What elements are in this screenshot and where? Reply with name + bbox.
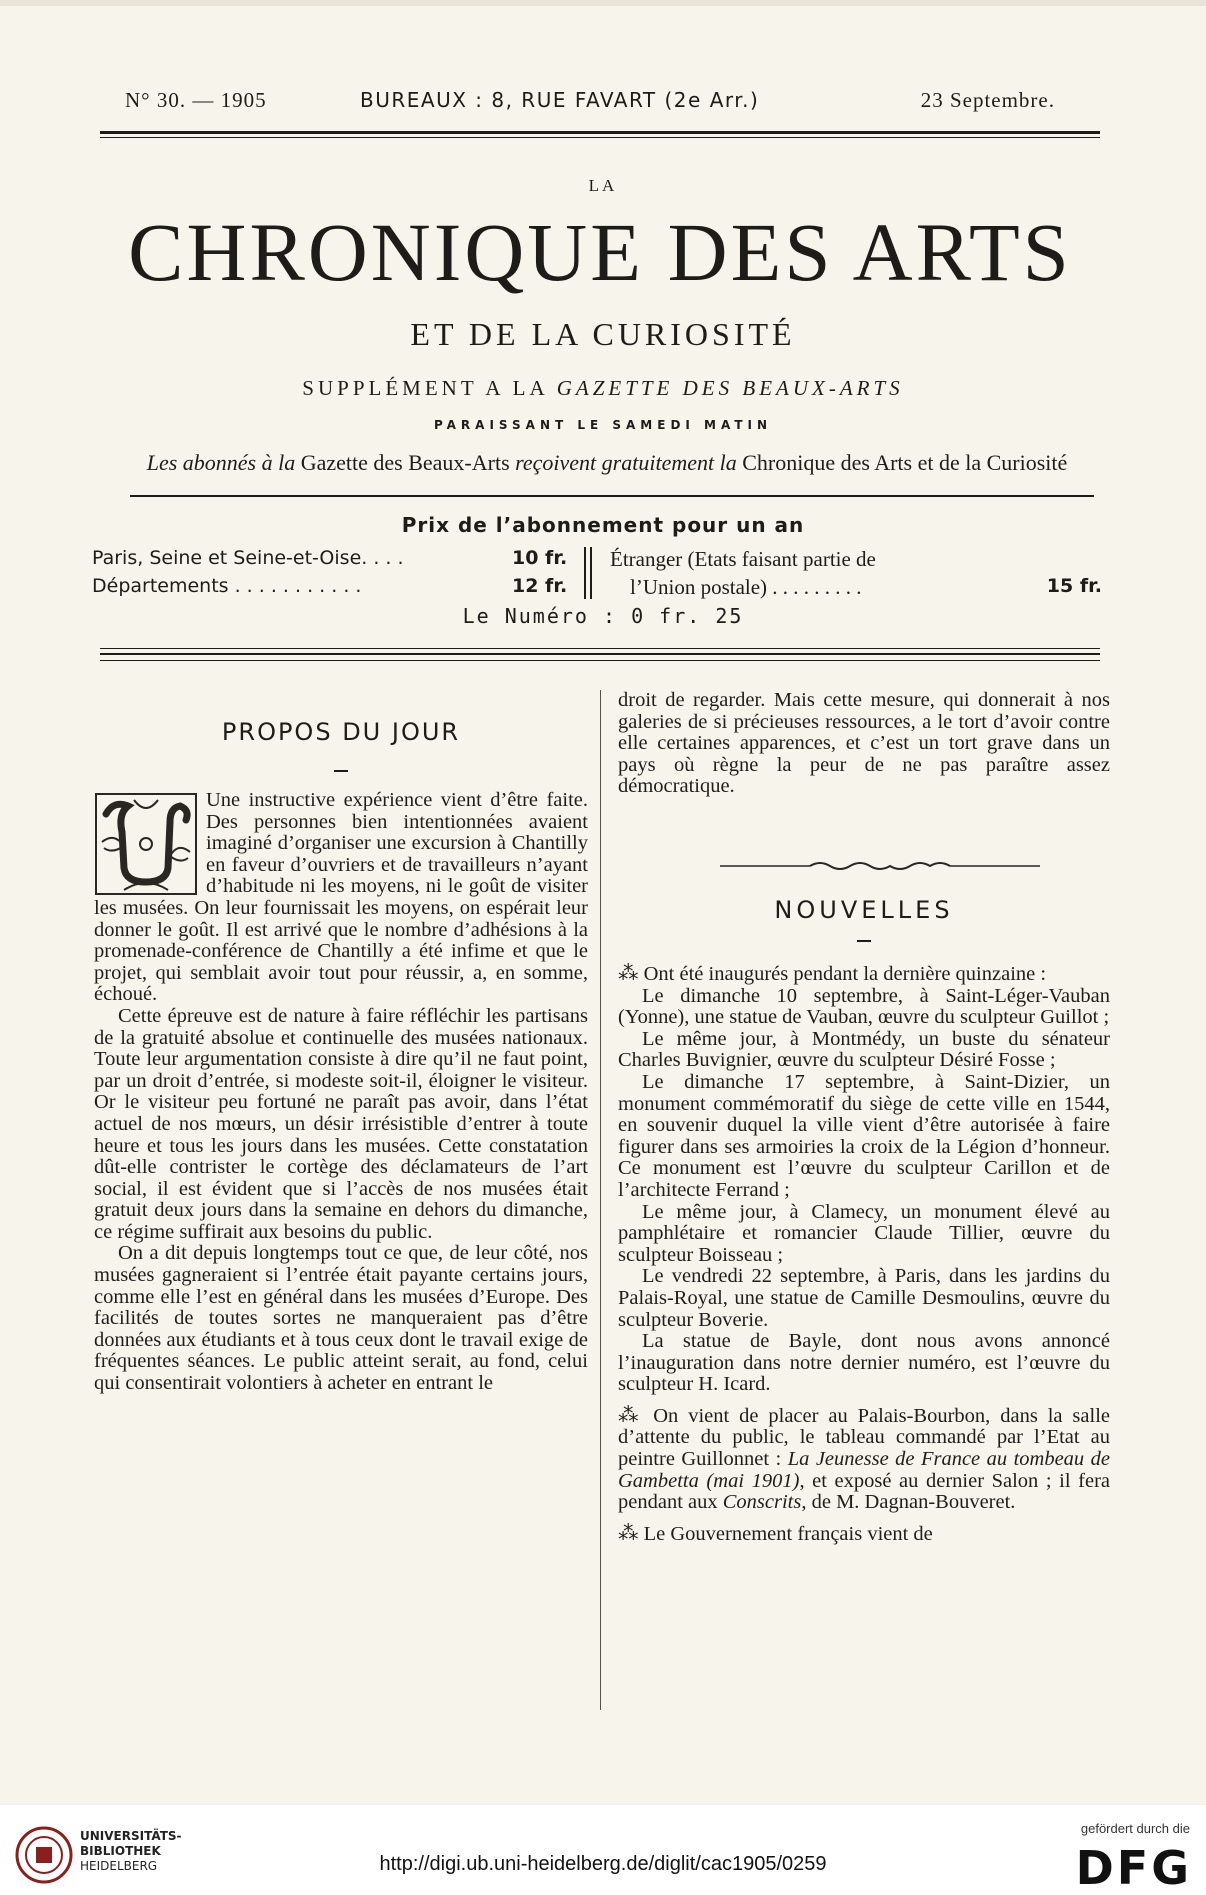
price-rule-1	[100, 648, 1100, 649]
bureaux-address: BUREAUX : 8, RUE FAVART (2e Arr.)	[360, 88, 760, 112]
prix-etranger-line-1: Étranger (Etats faisant partie de	[610, 547, 876, 571]
dfg-logo: DFG	[1075, 1841, 1192, 1895]
propos-paragraph-4: droit de regarder. Mais cette mesure, qui donnerait à nos galeries de si précieuses ressources, a le tort d’avoir contre elle certaines apparences, et c’est un tort grave dans un pays où règne la peur de ne pas paraître assez démocratique.	[618, 689, 1110, 798]
column-divider	[600, 690, 601, 1710]
scan-edge	[0, 0, 1206, 6]
prix-row-1	[92, 547, 1102, 575]
issue-number: N° 30. — 1905	[125, 88, 267, 112]
nouvelles-dash	[857, 940, 871, 942]
prix-paris-price: 10 fr.	[512, 547, 568, 569]
nouvelles-conscrits: Conscrits	[722, 1491, 802, 1514]
masthead-paraissant: PARAISSANT LE SAMEDI MATIN	[433, 418, 773, 432]
prix-divider-1	[584, 547, 586, 599]
nouvelles-item-9: ⁂ Le Gouvernement français vient de	[618, 1522, 933, 1545]
nouvelles-item-5: Le même jour, à Clamecy, un monument élevé au pamphlétaire et romancier Claude Tillier, œuvre du sculpteur Boisseau ;	[618, 1200, 1110, 1266]
price-rule-3	[100, 660, 1100, 661]
supplement-prefix: SUPPLÉMENT A LA	[302, 376, 557, 400]
right-column	[618, 690, 1110, 798]
prix-paris-label: Paris, Seine et Seine-et-Oise. . . .	[92, 547, 404, 569]
masthead-abonnes	[92, 450, 1122, 476]
price-rule-2	[100, 653, 1100, 655]
nouvelles-item-7: La statue de Bayle, dont nous avons annoncé l’inauguration dans notre dernier numéro, est l’œuvre du sculpteur H. Icard.	[618, 1330, 1110, 1396]
propos-paragraph-1: Une instructive expérience vient d’être faite. Des personnes bien intentionnées avaient imaginé d’organiser une excursion à Chantilly en faveur d’ouvriers et de travailleurs n’ayant d’habitude ni les moyens, ni le goût de visiter les musées. On leur fournissait les moyens, on espérait leur donner le goût. Il est arrivé que le nombre d’adhésions à la promenade-conférence de Chantilly a été infime et que le projet, qui semblait avoir tout pour réussir, a, en somme, échoué.	[94, 789, 588, 1006]
source-url-link[interactable]: http://digi.ub.uni-heidelberg.de/diglit/cac1905/0259	[379, 1853, 827, 1875]
abonnes-rule	[130, 495, 1094, 497]
header-rule	[100, 131, 1100, 134]
masthead-title: CHRONIQUE DES ARTS	[128, 206, 1072, 298]
library-name-3: HEIDELBERG	[80, 1859, 158, 1873]
nouvelles-artwork-title: La Jeunesse de France au tombeau de Gambetta (mai 1901)	[618, 1448, 1111, 1492]
masthead-supplement	[0, 376, 1206, 401]
nouvelles-item-8	[618, 1406, 1110, 1514]
prix-etranger-price: 15 fr.	[1046, 575, 1102, 597]
library-name-2: BIBLIOTHEK	[80, 1844, 161, 1858]
propos-dash	[334, 770, 348, 772]
abonnes-gazette: Gazette des Beaux-Arts	[295, 450, 516, 475]
propos-paragraph-2: Cette épreuve est de nature à faire réfléchir les partisans de la gratuité absolue et continuelle des musées nationaux. Toute leur argumentation consiste à dire qu’il ne faut point, par un droit d’entrée, si modeste soit-il, éloigner le visiteur. Or le visiteur peu fortuné ne paraît pas avoir, dans l’état actuel de nos mœurs, un désir irrésistible d’entrer à toute heure et tous les jours dans les musées. Cette constatation dût-elle contrister le cortège des déclamateurs de l’art social, il est évident que si l’accès de nos musées était gratuit deux jours dans la semaine en dehors du dimanche, ce régime suffirait aux besoins du public.	[94, 1004, 588, 1243]
left-column	[94, 790, 588, 1395]
ornamental-initial-icon	[94, 792, 198, 896]
nouvelles-item-8-c: , et exposé au dernier Salon ; il fera pendant aux	[618, 1469, 1110, 1514]
digitization-footer	[0, 1805, 1206, 1895]
abonnes-italic-2: reçoivent gratuitement la	[515, 450, 737, 475]
library-name-1: UNIVERSITÄTS-	[80, 1829, 182, 1843]
prix-dept-price: 12 fr.	[512, 575, 568, 597]
abonnes-chronique: Chronique des Arts et de la Curiosité	[736, 450, 1068, 475]
prix-divider-2	[590, 547, 592, 599]
prix-etranger-line-2: l’Union postale) . . . . . . . . .	[630, 575, 862, 599]
prix-numero: Le Numéro : 0 fr. 25	[462, 604, 744, 628]
nouvelles-item-2: Le dimanche 10 septembre, à Saint-Léger-Vauban (Yonne), une statue de Vauban, œuvre du sculpteur Guillot ;	[618, 984, 1110, 1029]
masthead-subtitle: ET DE LA CURIOSITÉ	[410, 316, 796, 352]
nouvelles-column	[618, 964, 1110, 1545]
abonnes-italic-1: Les abonnés à la	[146, 450, 296, 475]
section-ornament-icon	[720, 860, 1040, 872]
prix-row-2	[92, 575, 1102, 603]
nouvelles-item-8-a: ⁂ On vient de placer au Palais-Bourbon, dans la salle d’attente du public, le tableau commandé par l’Etat au peintre Guillonnet :	[618, 1404, 1110, 1471]
supplement-gazette: GAZETTE DES BEAUX-ARTS	[556, 376, 904, 400]
nouvelles-item-1: ⁂ Ont été inaugurés pendant la dernière quinzaine :	[618, 963, 1047, 985]
prix-title: Prix de l’abonnement pour un an	[401, 513, 805, 537]
nouvelles-item-6: Le vendredi 22 septembre, à Paris, dans les jardins du Palais-Royal, une statue de Camille Desmoulins, œuvre du sculpteur Boverie.	[618, 1265, 1110, 1331]
nouvelles-item-4: Le dimanche 17 septembre, à Saint-Dizier, un monument commémoratif du siège de cette ville en 1544, en souvenir duquel la ville vient d’être autorisée à faire figurer dans ses armoiries la croix de la Légion d’honneur. Ce monument est l’œuvre du sculpteur Carillon et de l’architecte Ferrand ;	[618, 1070, 1110, 1201]
masthead-la: LA	[588, 176, 618, 195]
propos-paragraph-3: On a dit depuis longtemps tout ce que, de leur côté, nos musées gagneraient si l’entrée était payante certains jours, comme elle l’est en général dans les musées d’Europe. Des facilités de toutes sortes ne manqueraient pas d’être données aux étudiants et à tous ceux dont le travail exige de fréquentes séances. Le public atteint serait, au fond, celui qui consentirait volontiers à acheter en entrant le	[94, 1242, 588, 1395]
issue-date: 23 Septembre.	[920, 88, 1055, 112]
funding-note: gefördert durch die	[1080, 1821, 1190, 1836]
nouvelles-title: NOUVELLES	[774, 896, 954, 924]
header-rule-thin	[100, 137, 1100, 138]
nouvelles-item-8-e: , de M. Dagnan-Bouveret.	[801, 1491, 1016, 1514]
propos-title: PROPOS DU JOUR	[221, 718, 461, 746]
nouvelles-item-3: Le même jour, à Montmédy, un buste du sénateur Charles Buvignier, œuvre du sculpteur Désiré Fosse ;	[618, 1027, 1110, 1072]
prix-dept-label: Départements . . . . . . . . . . .	[92, 575, 362, 597]
